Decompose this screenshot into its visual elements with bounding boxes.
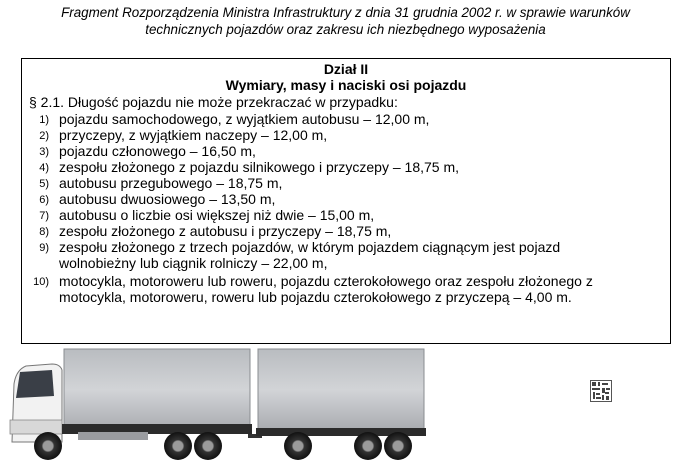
item-text-line-2: wolnobieżny lub ciągnik rolniczy – 22,00 m, bbox=[59, 255, 328, 271]
item-text-line-1: motocykla, motoroweru lub roweru, pojazdu czterokołowego oraz zespołu złożonego z bbox=[59, 273, 593, 289]
cab-window bbox=[16, 370, 54, 398]
item-number: 2) bbox=[39, 130, 49, 142]
item-number: 1) bbox=[39, 114, 49, 126]
fuel-tank bbox=[78, 432, 148, 440]
item-number: 3) bbox=[39, 146, 49, 158]
item-text-line-1: zespołu złożonego z trzech pojazdów, w którym pojazdem ciągnącym jest pojazd bbox=[59, 239, 561, 255]
wheel-icon bbox=[34, 432, 62, 460]
wheel-icon bbox=[164, 432, 192, 460]
item-number: 7) bbox=[39, 210, 49, 222]
item-text: pojazdu członowego – 16,50 m, bbox=[59, 143, 256, 159]
list-item bbox=[22, 175, 670, 191]
caption-line-1: Fragment Rozporządzenia Ministra Infrastruktury z dnia 31 grudnia 2002 r. w sprawie warunków bbox=[61, 5, 630, 20]
section-label: Dział II bbox=[323, 61, 369, 77]
regulation-box bbox=[21, 58, 671, 344]
item-text: zespołu złożonego z autobusu i przyczepy – 18,75 m, bbox=[59, 223, 392, 239]
caption-line-2: technicznych pojazdów oraz zakresu ich niezbędnego wyposażenia bbox=[145, 22, 546, 37]
paragraph-intro: § 2.1. Długość pojazdu nie może przekraczać w przypadku: bbox=[29, 94, 398, 110]
list-item bbox=[22, 239, 670, 271]
item-number: 10) bbox=[33, 276, 49, 288]
item-text: autobusu przegubowego – 18,75 m, bbox=[59, 175, 283, 191]
item-number: 8) bbox=[39, 226, 49, 238]
item-text-line-2: motocykla, motoroweru, roweru lub pojazdu czterokołowego z przyczepą – 4,00 m. bbox=[59, 289, 572, 305]
truck-illustration bbox=[8, 346, 428, 468]
item-number: 5) bbox=[39, 178, 49, 190]
item-text: przyczepy, z wyjątkiem naczepy – 12,00 m, bbox=[59, 127, 328, 143]
list-item bbox=[22, 127, 670, 143]
list-item bbox=[22, 159, 670, 175]
list-item bbox=[22, 191, 670, 207]
bumper bbox=[10, 420, 62, 434]
document-caption bbox=[0, 4, 691, 38]
wheel-icon bbox=[284, 432, 312, 460]
list-item bbox=[22, 273, 670, 305]
ez-info-logo bbox=[590, 380, 612, 402]
item-number: 4) bbox=[39, 162, 49, 174]
item-text: autobusu dwuosiowego – 13,50 m, bbox=[59, 191, 276, 207]
wheel-icon bbox=[354, 432, 382, 460]
list-item bbox=[22, 207, 670, 223]
item-number: 9) bbox=[39, 242, 49, 254]
cargo-box bbox=[64, 349, 250, 431]
section-title: Wymiary, masy i naciski osi pojazdu bbox=[225, 77, 467, 93]
list-item bbox=[22, 143, 670, 159]
item-text: autobusu o liczbie osi większej niż dwie – 15,00 m, bbox=[59, 207, 375, 223]
item-text: pojazdu samochodowego, z wyjątkiem autobusu – 12,00 m, bbox=[59, 111, 430, 127]
item-text: zespołu złożonego z pojazdu silnikowego i przyczepy – 18,75 m, bbox=[59, 159, 460, 175]
wheel-icon bbox=[194, 432, 222, 460]
wheel-icon bbox=[384, 432, 412, 460]
list-item bbox=[22, 223, 670, 239]
item-number: 6) bbox=[39, 194, 49, 206]
list-item bbox=[22, 111, 670, 127]
trailer-box bbox=[258, 349, 424, 431]
